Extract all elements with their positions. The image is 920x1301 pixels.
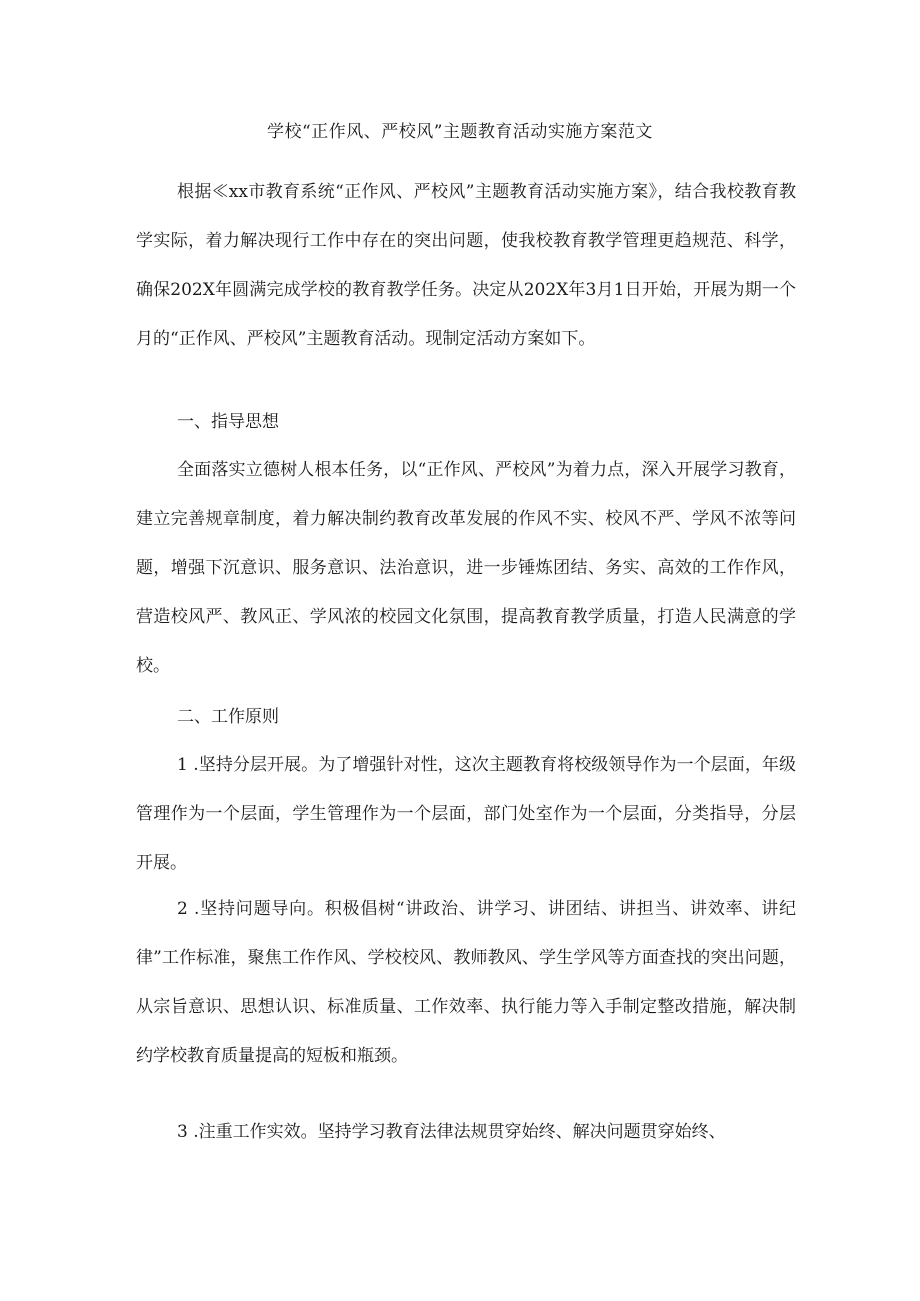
section-heading-work-principles: 二、工作原则 (177, 707, 279, 727)
document-title: 学校“正作风、严校风”主题教育活动实施方案范文 (267, 122, 653, 142)
principle-2-paragraph: 2 .坚持问题导向。积极倡树“讲政治、讲学习、讲团结、讲担当、讲效率、讲纪律”工作标准，聚焦工作作风、学校校风、教师教风、学生学风等方面查找的突出问题，从宗旨意识、思想认识、标准质量、工作效率、执行能力等入手制定整改措施，解决制约学校教育质量提高的短板和瓶颈。 (136, 899, 796, 1066)
principle-3-paragraph: 3 .注重工作实效。坚持学习教育法律法规贯穿始终、解决问题贯穿始终、 (177, 1122, 726, 1142)
section-heading-guiding-ideology: 一、指导思想 (177, 412, 279, 432)
intro-paragraph: 根据≪xx市教育系统“正作风、严校风”主题教育活动实施方案》，结合我校教育教学实际，着力解决现行工作中存在的突出问题，使我校教育教学管理更趋规范、科学，确保202X年圆满完成学校的教育教学任务。决定从202X年3月1日开始，开展为期一个月的“正作风、严校风”主题教育活动。现制定活动方案如下。 (136, 182, 796, 349)
guiding-ideology-paragraph: 全面落实立德树人根本任务，以“正作风、严校风”为着力点，深入开展学习教育，建立完善规章制度，着力解决制约教育改革发展的作风不实、校风不严、学风不浓等问题，增强下沉意识、服务意识、法治意识，进一步锤炼团结、务实、高效的工作作风，营造校风严、教风正、学风浓的校园文化氛围，提高教育教学质量，打造人民满意的学校。 (136, 460, 796, 676)
principle-1-paragraph: 1 .坚持分层开展。为了增强针对性，这次主题教育将校级领导作为一个层面，年级管理作为一个层面，学生管理作为一个层面，部门处室作为一个层面，分类指导，分层开展。 (136, 755, 796, 873)
